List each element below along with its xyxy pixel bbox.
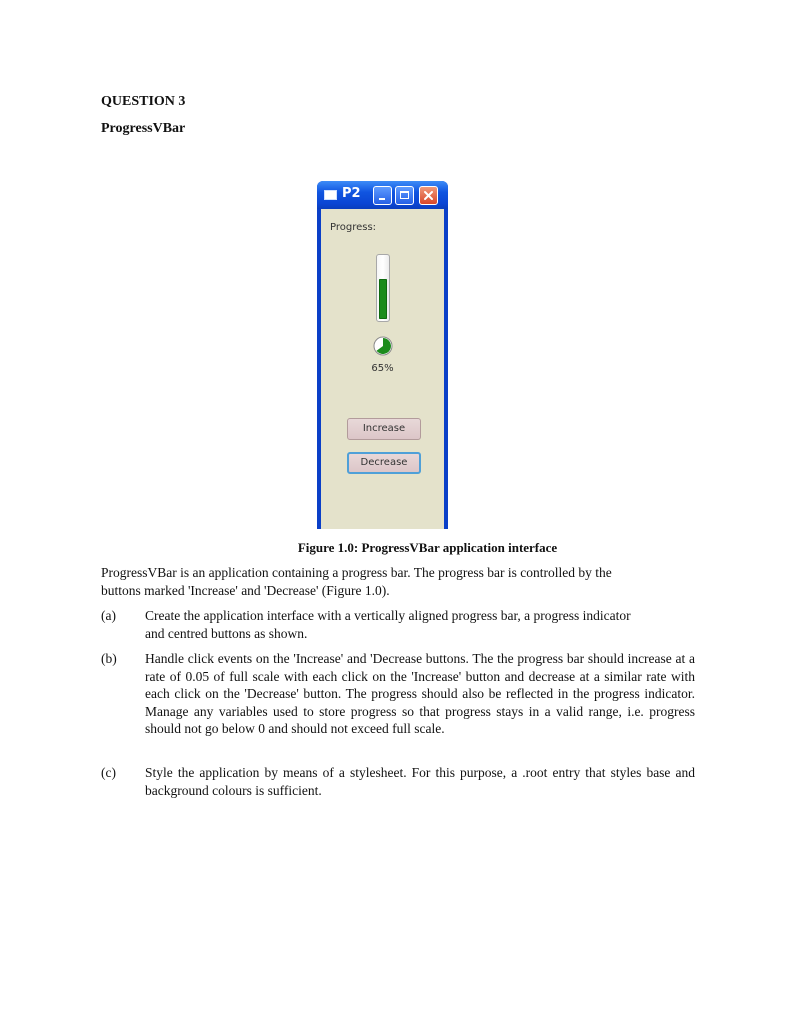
question-name: ProgressVBar: [101, 121, 186, 136]
app-window: [317, 181, 448, 529]
close-icon: [423, 190, 434, 201]
figure-caption: Figure 1.0: ProgressVBar application interface: [297, 540, 558, 555]
item-text: Style the application by means of a stylesheet. For this purpose, a .root entry that styles base and background colours is sufficient.: [145, 765, 695, 798]
minimize-button[interactable]: [373, 186, 392, 205]
maximize-button[interactable]: [395, 186, 414, 205]
window-app-icon: [324, 190, 337, 200]
window-client-area: [321, 209, 444, 529]
item-label: (b): [101, 651, 117, 666]
item-text: Create the application interface with a vertically aligned progress bar, a progress indicator and centred buttons as shown.: [145, 608, 631, 641]
progress-indicator: [373, 336, 393, 356]
intro-paragraph: ProgressVBar is an application containing a progress bar. The progress bar is controlled by the buttons marked 'Increase' and 'Decrease' (Figure 1.0).: [101, 565, 612, 598]
window-title: P2: [342, 186, 361, 201]
item-text: Handle click events on the 'Increase' and 'Decrease buttons. The the progress bar should increase at a rate of 0.05 of full scale with each click on the 'Increase' button and decrease at a similar rate with each click on the 'Decrease' button. The progress should also be reflected in the progress indicator. Manage any variables used to store progress so that progress stays in a valid range, i.e. progress should not go below 0 and should not exceed full scale.: [145, 651, 695, 736]
item-label: (a): [101, 608, 116, 623]
decrease-button[interactable]: Decrease: [347, 452, 421, 474]
progress-label: Progress:: [330, 222, 377, 233]
question-number: QUESTION 3: [101, 94, 186, 109]
increase-button[interactable]: Increase: [347, 418, 421, 440]
progress-percent: 65%: [371, 363, 394, 374]
window-titlebar[interactable]: [317, 181, 448, 209]
close-button[interactable]: [419, 186, 438, 205]
vertical-progress-bar: [376, 254, 390, 322]
item-label: (c): [101, 765, 116, 780]
progress-bar-fill: [379, 279, 387, 319]
